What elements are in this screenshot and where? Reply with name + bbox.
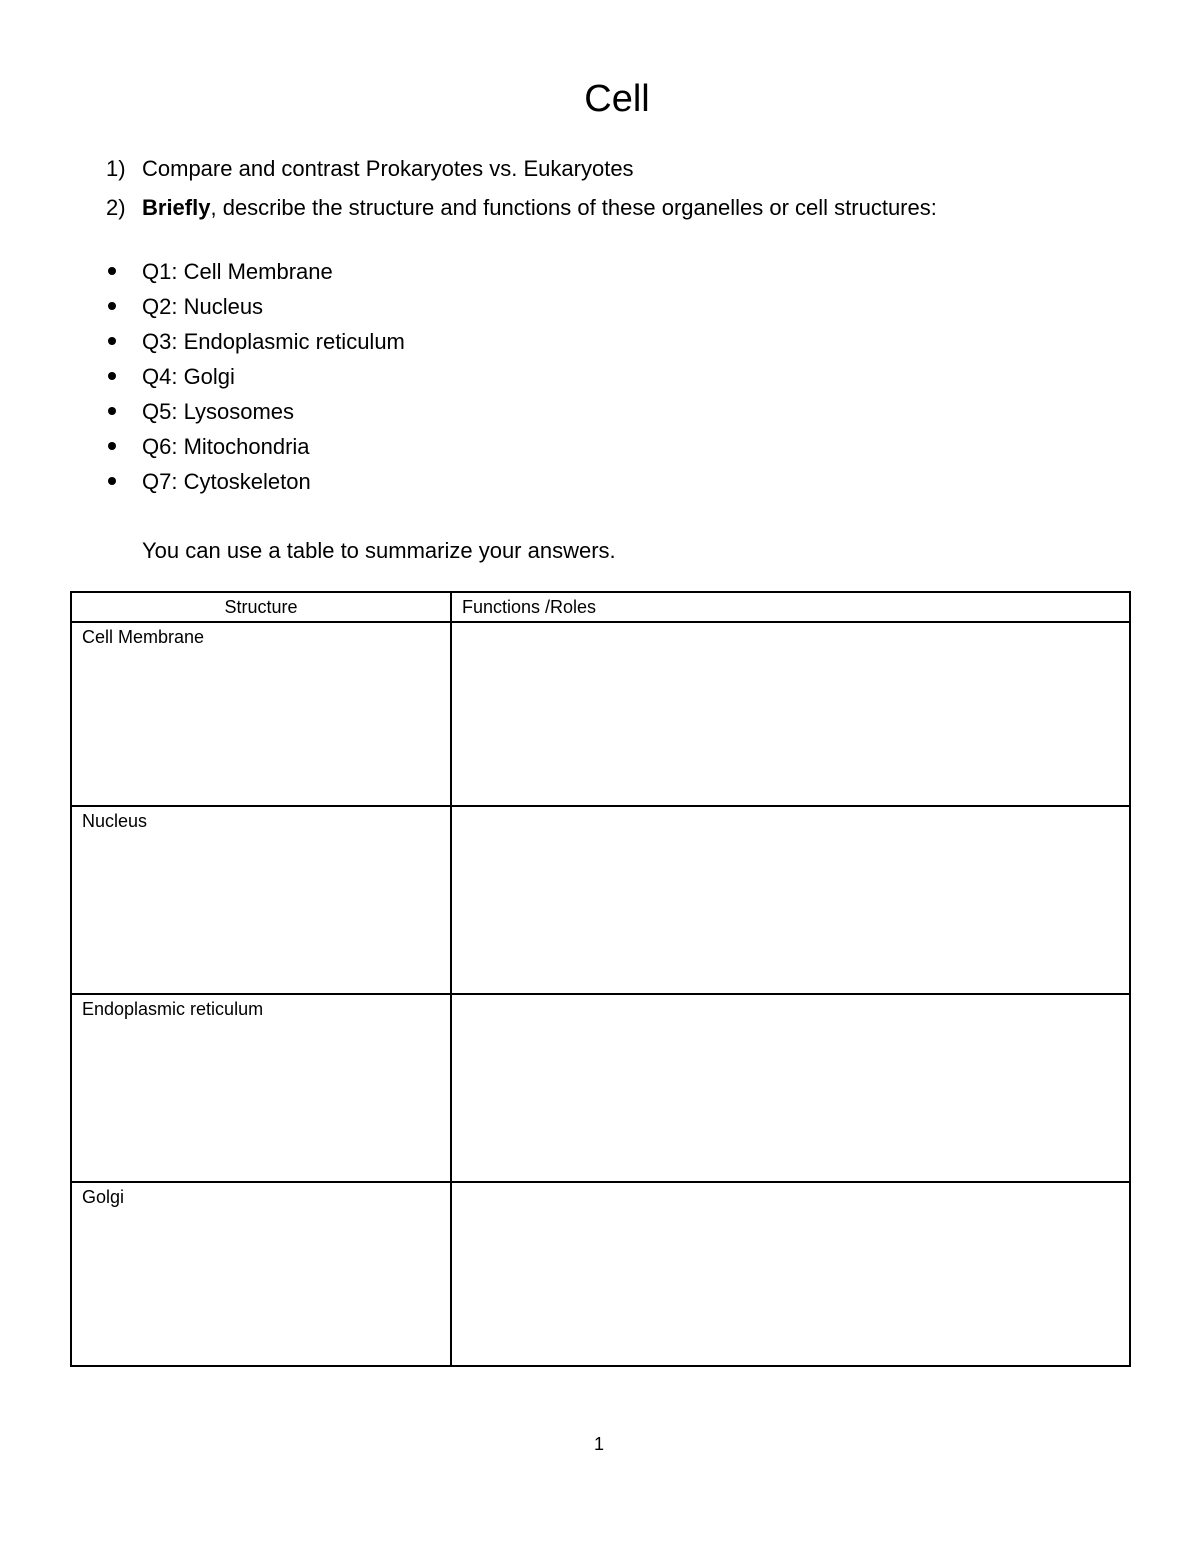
question-label: Q3: Endoplasmic reticulum bbox=[142, 329, 405, 354]
bullet-icon bbox=[108, 267, 116, 275]
functions-cell[interactable] bbox=[451, 622, 1130, 806]
list-item bbox=[106, 359, 405, 394]
table-row bbox=[71, 994, 1130, 1182]
bullet-icon bbox=[108, 372, 116, 380]
bullet-icon bbox=[108, 407, 116, 415]
list-item bbox=[106, 324, 405, 359]
instruction-number: 2) bbox=[106, 195, 126, 220]
list-item bbox=[106, 429, 405, 464]
question-label: Q2: Nucleus bbox=[142, 294, 264, 319]
page-title: Cell bbox=[584, 78, 650, 120]
functions-cell[interactable] bbox=[451, 806, 1130, 994]
table-row bbox=[71, 806, 1130, 994]
question-label: Q4: Golgi bbox=[142, 364, 235, 389]
column-header-structure: Structure bbox=[71, 592, 451, 622]
page-number: 1 bbox=[593, 1434, 604, 1454]
summary-table bbox=[70, 591, 1131, 1367]
list-item bbox=[106, 289, 405, 324]
question-list bbox=[106, 254, 405, 499]
structure-cell: Cell Membrane bbox=[71, 622, 451, 806]
instruction-number: 1) bbox=[106, 156, 126, 181]
functions-cell[interactable] bbox=[451, 1182, 1130, 1366]
question-label: Q1: Cell Membrane bbox=[142, 259, 333, 284]
table-header-row bbox=[71, 592, 1130, 622]
column-header-functions: Functions /Roles bbox=[451, 592, 1130, 622]
instruction-2 bbox=[106, 193, 937, 223]
question-label: Q5: Lysosomes bbox=[142, 399, 295, 424]
table-row bbox=[71, 622, 1130, 806]
bullet-icon bbox=[108, 442, 116, 450]
structure-cell: Endoplasmic reticulum bbox=[71, 994, 451, 1182]
question-label: Q7: Cytoskeleton bbox=[142, 469, 311, 494]
bullet-icon bbox=[108, 302, 116, 310]
bullet-icon bbox=[108, 477, 116, 485]
structure-cell: Nucleus bbox=[71, 806, 451, 994]
instruction-bold-lead: Briefly bbox=[142, 195, 211, 220]
list-item bbox=[106, 254, 405, 289]
bullet-icon bbox=[108, 337, 116, 345]
structure-cell: Golgi bbox=[71, 1182, 451, 1366]
list-item bbox=[106, 394, 405, 429]
instruction-1 bbox=[106, 154, 634, 184]
instruction-text: Compare and contrast Prokaryotes vs. Eukaryotes bbox=[142, 156, 634, 181]
list-item bbox=[106, 464, 405, 499]
question-label: Q6: Mitochondria bbox=[142, 434, 310, 459]
functions-cell[interactable] bbox=[451, 994, 1130, 1182]
summary-note: You can use a table to summarize your answers. bbox=[142, 538, 616, 563]
instruction-text: , describe the structure and functions of these organelles or cell structures: bbox=[210, 195, 937, 220]
table-row bbox=[71, 1182, 1130, 1366]
